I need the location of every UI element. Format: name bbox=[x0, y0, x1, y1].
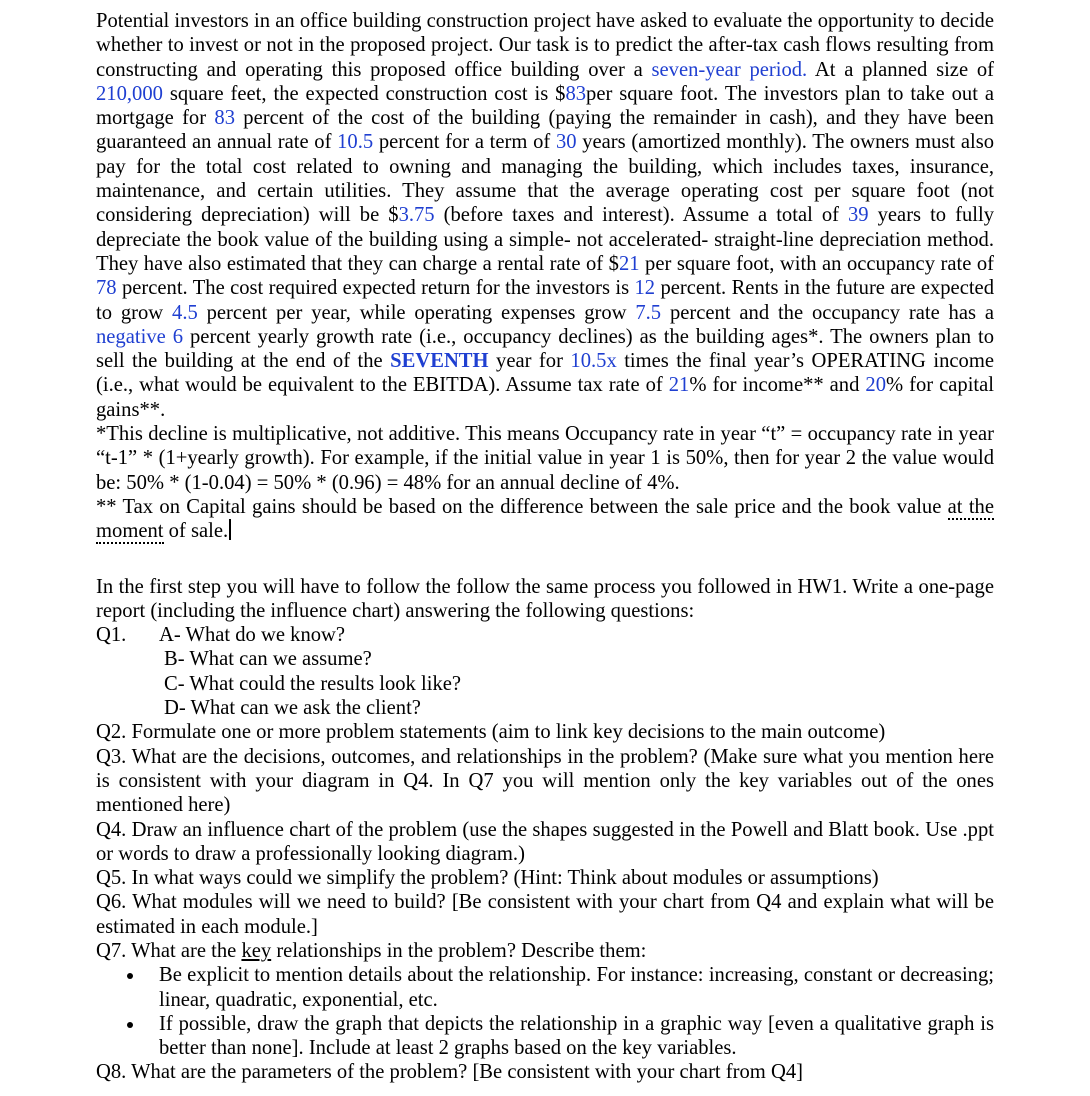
value-depreciation: 39 bbox=[848, 204, 869, 227]
question-1c: C- What could the results look like? bbox=[164, 672, 462, 695]
question-1d: D- What can we ask the client? bbox=[164, 697, 421, 720]
value-return: 12 bbox=[634, 277, 656, 300]
value-capital-gains-tax: 20 bbox=[865, 374, 886, 397]
value-size: 210,000 bbox=[96, 82, 163, 105]
value-occupancy: 78 bbox=[96, 277, 117, 300]
value-rate: 10.5 bbox=[337, 131, 374, 154]
question-7: Q7. What are the key relationships in the problem? Describe them: bbox=[96, 939, 647, 962]
underlined-key: key bbox=[241, 939, 272, 962]
question-3: Q3. What are the decisions, outcomes, and relationships in the problem? (Make sure what you mention here is consistent with your diagram in Q4. In Q7 you will mention only the key variables out of the ones mentioned here) bbox=[96, 745, 994, 817]
spacer bbox=[96, 544, 994, 575]
value-term: 30 bbox=[555, 131, 577, 154]
question-4: Q4. Draw an influence chart of the problem (use the shapes suggested in the Powell and Blatt book. Use .ppt or words to draw a professionally looking diagram.) bbox=[96, 818, 994, 865]
question-5: Q5. In what ways could we simplify the problem? (Hint: Think about modules or assumptions) bbox=[96, 867, 879, 890]
value-opcost: 3.75 bbox=[398, 204, 435, 227]
question-1b: B- What can we assume? bbox=[164, 648, 372, 671]
document-body bbox=[96, 9, 994, 1085]
question-2: Q2. Formulate one or more problem statements (aim to link key decisions to the main outcome) bbox=[96, 721, 886, 744]
instructions-intro: In the first step you will have to follow the follow the same process you followed in HW1. Write a one-page report (including the influence chart) answering the following questions: bbox=[96, 575, 994, 622]
value-period: seven-year period. bbox=[651, 58, 808, 81]
question-7-bullet-2: If possible, draw the graph that depicts the relationship in a graphic way [even a qualitative graph is better than none]. Include at least 2 graphs based on the key variables. bbox=[96, 1012, 994, 1061]
value-sale-year: SEVENTH bbox=[390, 350, 489, 373]
value-rent: 21 bbox=[618, 252, 640, 275]
value-op-growth: 7.5 bbox=[635, 301, 662, 324]
value-multiple: 10.5x bbox=[570, 350, 617, 373]
footnote-capital-gains[interactable]: ** Tax on Capital gains should be based on the difference between the sale price and the book value at the moment of sale. bbox=[96, 495, 994, 543]
bullet-icon bbox=[96, 963, 159, 1012]
question-6: Q6. What modules will we need to build? [Be consistent with your chart from Q4 and explain what will be estimated in each module.] bbox=[96, 891, 994, 938]
value-rent-growth: 4.5 bbox=[172, 301, 198, 324]
text-cursor bbox=[229, 519, 231, 540]
question-1a: A- What do we know? bbox=[159, 624, 346, 647]
value-mortgage: 83 bbox=[214, 107, 235, 130]
value-cost: 83 bbox=[565, 82, 587, 105]
question-8: Q8. What are the parameters of the problem? [Be consistent with your chart from Q4] bbox=[96, 1061, 804, 1084]
footnote-occupancy: *This decline is multiplicative, not additive. This means Occupancy rate in year “t” = occupancy rate in year “t-1” * (1+yearly growth). For example, if the initial value in year 1 is 50%, then for year 2 the value would be: 50% * (1-0.04) = 50% * (0.96) = 48% for an annual decline of 4%. bbox=[96, 423, 994, 494]
question-1-number: Q1. bbox=[96, 624, 127, 647]
spellcheck-underline: at the moment bbox=[96, 495, 994, 543]
question-1-first-line bbox=[96, 623, 994, 647]
value-income-tax: 21 bbox=[668, 374, 690, 397]
problem-paragraph: Potential investors in an office building construction project have asked to evaluate the opportunity to decide whether to invest or not in the proposed project. Our task is to predict the after-tax cash flows resulting from constructing and operating this proposed office building over a seven-year period. At a planned size of 210,000 square feet, the expected construction cost is $83per square foot. The investors plan to take out a mortgage for 83 percent of the cost of the building (paying the remainder in cash), and they have been guaranteed an annual rate of 10.5 percent for a term of 30 years (amortized monthly). The owners must also pay for the total cost related to owning and managing the building, which includes taxes, insurance, maintenance, and certain utilities. They assume that the average operating cost per square foot (not considering depreciation) will be $3.75 (before taxes and interest). Assume a total of 39 years to fully depreciate the book value of the building using a simple- not accelerated- straight-line depreciation method. They have also estimated that they can charge a rental rate of $21 per square foot, with an occupancy rate of 78 percent. The cost required expected return for the investors is 12 percent. Rents in the future are expected to grow 4.5 percent per year, while operating expenses grow 7.5 percent and the occupancy rate has a negative 6 percent yearly growth rate (i.e., occupancy declines) as the building ages*. The owners plan to sell the building at the end of the SEVENTH year for 10.5x times the final year’s OPERATING income (i.e., what would be equivalent to the EBITDA). Assume tax rate of 21% for income** and 20% for capital gains**. bbox=[96, 10, 995, 421]
bullet-icon bbox=[96, 1012, 159, 1061]
question-7-bullet-1: Be explicit to mention details about the relationship. For instance: increasing, constant or decreasing; linear, quadratic, exponential, etc. bbox=[96, 963, 994, 1012]
value-occ-growth: negative 6 bbox=[96, 325, 184, 348]
